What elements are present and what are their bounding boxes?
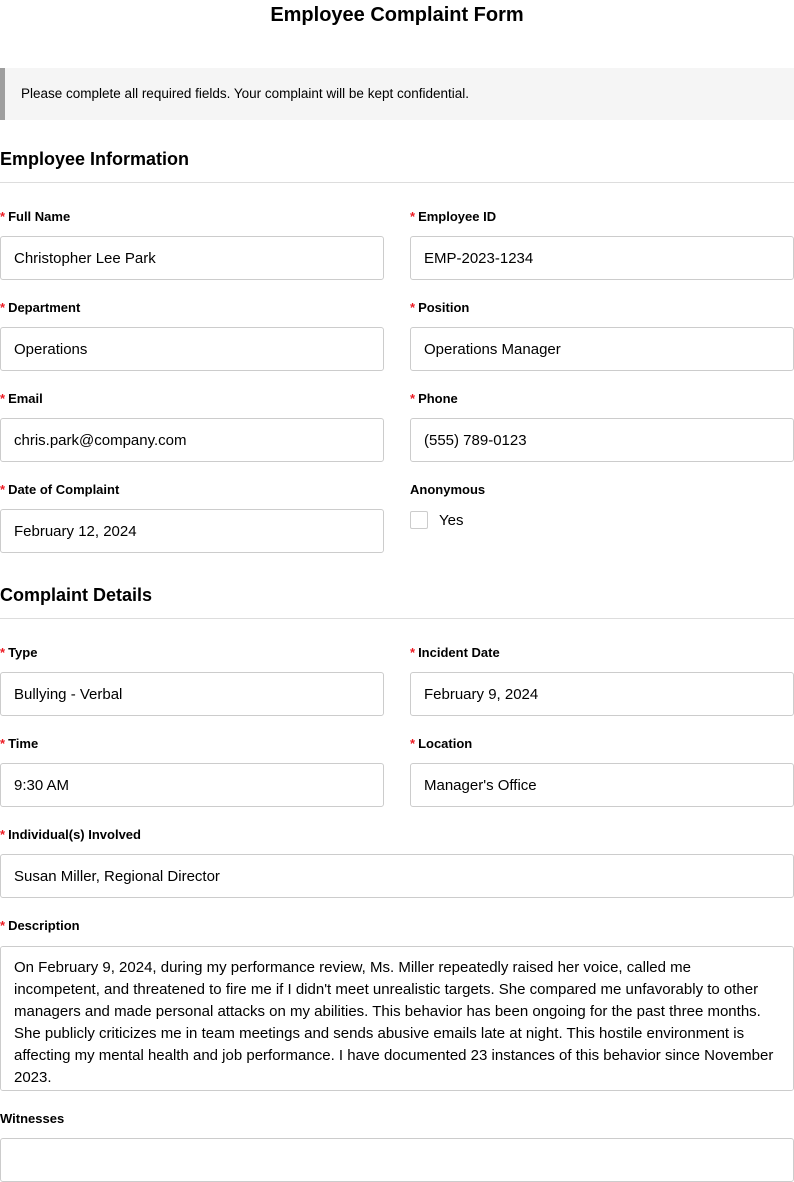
employee-information-grid bbox=[0, 189, 794, 553]
required-asterisk: * bbox=[0, 645, 6, 660]
required-asterisk: * bbox=[410, 645, 416, 660]
witnesses-input[interactable] bbox=[0, 1138, 794, 1182]
type-label: * Type bbox=[0, 645, 38, 660]
full-name-input[interactable] bbox=[0, 236, 384, 280]
field-incident-date bbox=[410, 645, 794, 716]
type-input[interactable] bbox=[0, 672, 384, 716]
required-asterisk: * bbox=[0, 918, 6, 933]
required-asterisk: * bbox=[410, 391, 416, 406]
field-date-of-complaint bbox=[0, 482, 384, 553]
required-asterisk: * bbox=[0, 736, 6, 751]
section-heading-complaint-details: Complaint Details bbox=[0, 586, 794, 619]
field-time bbox=[0, 736, 384, 807]
description-textarea[interactable] bbox=[0, 946, 794, 1091]
employee-complaint-form-page bbox=[0, 4, 794, 1182]
required-asterisk: * bbox=[0, 482, 6, 497]
incident-date-label: * Incident Date bbox=[410, 645, 500, 660]
employee-id-label: * Employee ID bbox=[410, 209, 497, 224]
full-name-label: * Full Name bbox=[0, 209, 71, 224]
field-full-name bbox=[0, 209, 384, 280]
required-asterisk: * bbox=[410, 736, 416, 751]
confidentiality-notice-text: Please complete all required fields. Your complaint will be kept confidential. bbox=[21, 86, 470, 101]
required-asterisk: * bbox=[0, 209, 6, 224]
field-position bbox=[410, 300, 794, 371]
field-individuals-involved bbox=[0, 827, 794, 898]
anonymous-yes-checkbox[interactable] bbox=[410, 511, 428, 529]
required-asterisk: * bbox=[0, 827, 6, 842]
description-label: * Description bbox=[0, 918, 80, 933]
email-label: * Email bbox=[0, 391, 43, 406]
department-input[interactable] bbox=[0, 327, 384, 371]
time-input[interactable] bbox=[0, 763, 384, 807]
phone-input[interactable] bbox=[410, 418, 794, 462]
complaint-details-grid bbox=[0, 625, 794, 1182]
anonymous-yes-label[interactable]: Yes bbox=[439, 511, 464, 529]
required-asterisk: * bbox=[410, 209, 416, 224]
field-description bbox=[0, 918, 794, 1091]
individuals-involved-label: * Individual(s) Involved bbox=[0, 827, 141, 842]
field-employee-id bbox=[410, 209, 794, 280]
incident-date-input[interactable] bbox=[410, 672, 794, 716]
required-asterisk: * bbox=[0, 300, 6, 315]
anonymous-label: Anonymous bbox=[410, 482, 486, 497]
date-of-complaint-input[interactable] bbox=[0, 509, 384, 553]
employee-id-input[interactable] bbox=[410, 236, 794, 280]
field-department bbox=[0, 300, 384, 371]
phone-label: * Phone bbox=[410, 391, 458, 406]
email-input[interactable] bbox=[0, 418, 384, 462]
department-label: * Department bbox=[0, 300, 81, 315]
location-label: * Location bbox=[410, 736, 473, 751]
date-of-complaint-label: * Date of Complaint bbox=[0, 482, 120, 497]
field-location bbox=[410, 736, 794, 807]
field-anonymous bbox=[410, 482, 794, 553]
section-heading-employee-information: Employee Information bbox=[0, 150, 794, 183]
position-label: * Position bbox=[410, 300, 470, 315]
time-label: * Time bbox=[0, 736, 39, 751]
field-type bbox=[0, 645, 384, 716]
anonymous-checkbox-row bbox=[410, 511, 794, 529]
required-asterisk: * bbox=[0, 391, 6, 406]
required-asterisk: * bbox=[410, 300, 416, 315]
confidentiality-notice bbox=[0, 68, 794, 120]
field-email bbox=[0, 391, 384, 462]
field-witnesses bbox=[0, 1111, 794, 1182]
page-title: Employee Complaint Form bbox=[270, 4, 524, 26]
location-input[interactable] bbox=[410, 763, 794, 807]
witnesses-label: Witnesses bbox=[0, 1111, 65, 1126]
individuals-involved-input[interactable] bbox=[0, 854, 794, 898]
position-input[interactable] bbox=[410, 327, 794, 371]
field-phone bbox=[410, 391, 794, 462]
